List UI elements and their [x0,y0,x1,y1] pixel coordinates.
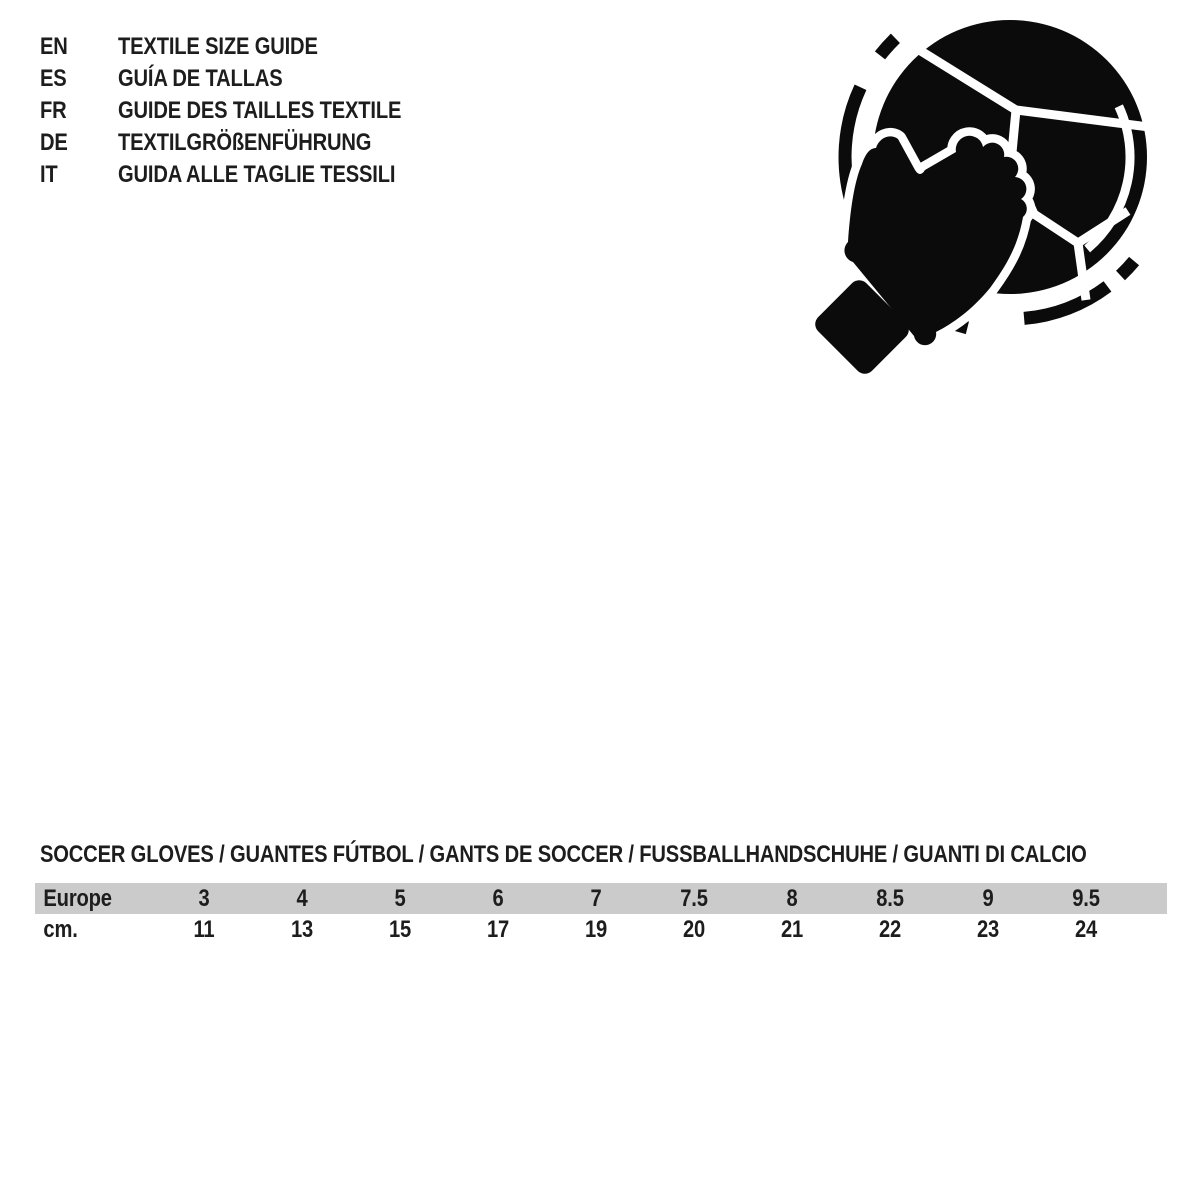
europe-size: 8 [786,884,798,912]
cm-size: 20 [682,916,706,943]
guide-title-it: GUIDA ALLE TAGLIE TESSILI [118,161,396,188]
europe-size: 3 [198,884,210,912]
goalkeeper-glove-and-soccer-ball-icon [808,0,1163,380]
guide-title-de: TEXTILGRÖßENFÜHRUNG [118,129,372,156]
guide-title-es: GUÍA DE TALLAS [118,65,283,92]
language-code: ES [40,65,67,92]
europe-size: 4 [296,884,308,912]
language-row-en [40,31,455,63]
cm-size: 13 [290,916,314,943]
row-label-cm: cm. [43,916,78,943]
language-code: EN [40,33,68,60]
cm-size: 11 [193,916,215,943]
language-row-de [40,127,455,159]
size-row-europe [35,883,1167,914]
size-table-title: SOCCER GLOVES / GUANTES FÚTBOL / GANTS DE SOCCER / FUSSBALLHANDSCHUHE / GUANTI DI CALCIO [40,841,1087,868]
language-code: FR [40,97,67,124]
language-row-fr [40,95,455,127]
language-code: DE [40,129,68,156]
language-row-it [40,159,455,191]
guide-title-en: TEXTILE SIZE GUIDE [118,33,318,60]
cm-size: 22 [878,916,902,943]
cm-size: 24 [1074,916,1098,943]
europe-size: 9.5 [1072,884,1100,912]
language-title-list [40,31,455,191]
guide-title-fr: GUIDE DES TAILLES TEXTILE [118,97,402,124]
cm-size: 21 [780,916,804,943]
cm-size: 23 [976,916,1000,943]
cm-size: 17 [486,916,510,943]
row-label-europe: Europe [43,884,112,912]
size-row-cm [35,914,1167,946]
cm-size: 15 [388,916,412,943]
europe-size: 9 [982,884,994,912]
language-code: IT [40,161,58,188]
europe-size: 8.5 [876,884,904,912]
language-row-es [40,63,455,95]
glove-ball-svg [808,0,1163,380]
europe-size: 7 [590,884,602,912]
europe-size: 6 [492,884,504,912]
cm-size: 19 [584,916,608,943]
europe-size: 5 [394,884,406,912]
europe-size: 7.5 [680,884,708,912]
